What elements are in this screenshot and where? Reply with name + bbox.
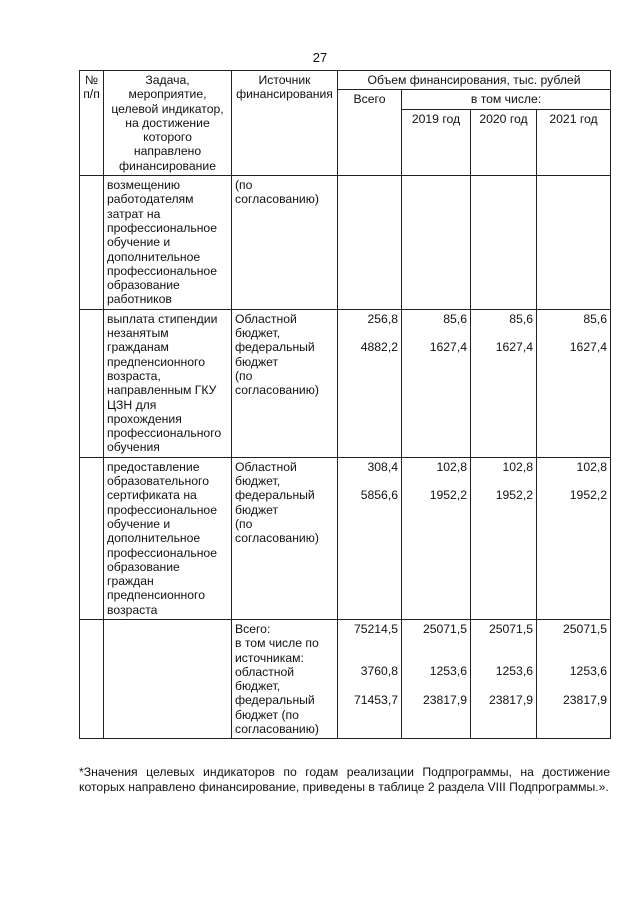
row-2021-cell <box>537 457 611 619</box>
value-federal: 23817,9 <box>488 692 533 707</box>
footnote: *Значения целевых индикаторов по годам реализации Подпрограммы, на достижение которых направлено финансирование, приведены в таблице 2 раздела VIII Подпрограммы.». <box>79 765 610 794</box>
row-source: Областной бюджет, федеральный бюджет (по согласованию) <box>232 309 338 457</box>
header-task: Задача, мероприятие, целевой индикатор, на достижение которого направлено финансирование <box>104 71 232 176</box>
value-federal: 1952,2 <box>495 488 533 503</box>
table-row <box>80 309 611 457</box>
value-regional: 102,8 <box>436 459 467 474</box>
row-num-cell <box>80 309 104 457</box>
value-regional: 85,6 <box>443 311 467 326</box>
row-2019-cell <box>402 309 471 457</box>
totals-2020-cell <box>471 619 537 738</box>
row-2020-cell <box>471 309 537 457</box>
value-regional: 308,4 <box>367 459 398 474</box>
header-volume: Объем финансирования, тыс. рублей <box>338 71 611 90</box>
header-source: Источник финансирования <box>232 71 338 176</box>
value-all: 25071,5 <box>562 621 608 636</box>
header-year-2021: 2021 год <box>537 110 611 176</box>
row-2020-cell <box>471 457 537 619</box>
value-federal: 23817,9 <box>422 692 467 707</box>
header-year-2019: 2019 год <box>402 110 471 176</box>
totals-row <box>80 619 611 738</box>
row-task: возмещению работодателям затрат на профессиональное обучение и дополнительное профессиональное образование работников <box>104 176 232 310</box>
row-2020-cell <box>471 176 537 310</box>
value-regional: 1253,6 <box>429 664 467 679</box>
table-row <box>80 176 611 310</box>
row-task: выплата стипендии незанятым гражданам предпенсионного возраста, направленным ГКУ ЦЗН для прохождения профессионального обучения <box>104 309 232 457</box>
row-task: предоставление образовательного сертификата на профессиональное обучение и дополнительное профессиональное образование граждан предпенсионного возраста <box>104 457 232 619</box>
value-regional: 102,8 <box>502 459 533 474</box>
value-regional: 102,8 <box>576 459 608 474</box>
row-2019-cell <box>402 457 471 619</box>
value-federal: 1627,4 <box>429 340 467 355</box>
value-federal: 1952,2 <box>429 488 467 503</box>
header-total: Всего <box>338 90 402 176</box>
value-regional: 85,6 <box>583 311 608 326</box>
row-2021-cell <box>537 176 611 310</box>
value-regional: 1253,6 <box>569 664 608 679</box>
value-regional: 3760,8 <box>360 664 398 679</box>
page-number: 27 <box>312 50 328 65</box>
row-num-cell <box>80 176 104 310</box>
row-source: Областной бюджет, федеральный бюджет (по согласованию) <box>232 457 338 619</box>
financing-table <box>79 70 611 739</box>
row-source: (по согласованию) <box>232 176 338 310</box>
value-federal: 23817,9 <box>562 692 608 707</box>
header-row-1 <box>80 71 611 90</box>
totals-2019-cell <box>402 619 471 738</box>
value-regional: 1253,6 <box>495 664 533 679</box>
row-total-cell <box>338 176 402 310</box>
totals-total-cell <box>338 619 402 738</box>
row-2019-cell <box>402 176 471 310</box>
row-2021-cell <box>537 309 611 457</box>
row-total-cell <box>338 457 402 619</box>
totals-source: Всего: в том числе по источникам: областной бюджет, федеральный бюджет (по согласованию) <box>232 619 338 738</box>
value-all: 25071,5 <box>488 621 533 636</box>
value-federal: 1627,4 <box>569 340 608 355</box>
row-task <box>104 619 232 738</box>
value-federal: 4882,2 <box>360 340 398 355</box>
value-regional: 85,6 <box>509 311 533 326</box>
value-federal: 5856,6 <box>360 488 398 503</box>
value-all: 25071,5 <box>422 621 467 636</box>
header-num: № п/п <box>80 71 104 176</box>
value-federal: 71453,7 <box>353 692 398 707</box>
value-federal: 1952,2 <box>569 488 608 503</box>
value-all: 75214,5 <box>353 621 398 636</box>
header-including: в том числе: <box>402 90 611 110</box>
row-num-cell <box>80 619 104 738</box>
row-total-cell <box>338 309 402 457</box>
row-num-cell <box>80 457 104 619</box>
header-year-2020: 2020 год <box>471 110 537 176</box>
table-row <box>80 457 611 619</box>
value-regional: 256,8 <box>367 311 398 326</box>
value-federal: 1627,4 <box>495 340 533 355</box>
totals-2021-cell <box>537 619 611 738</box>
